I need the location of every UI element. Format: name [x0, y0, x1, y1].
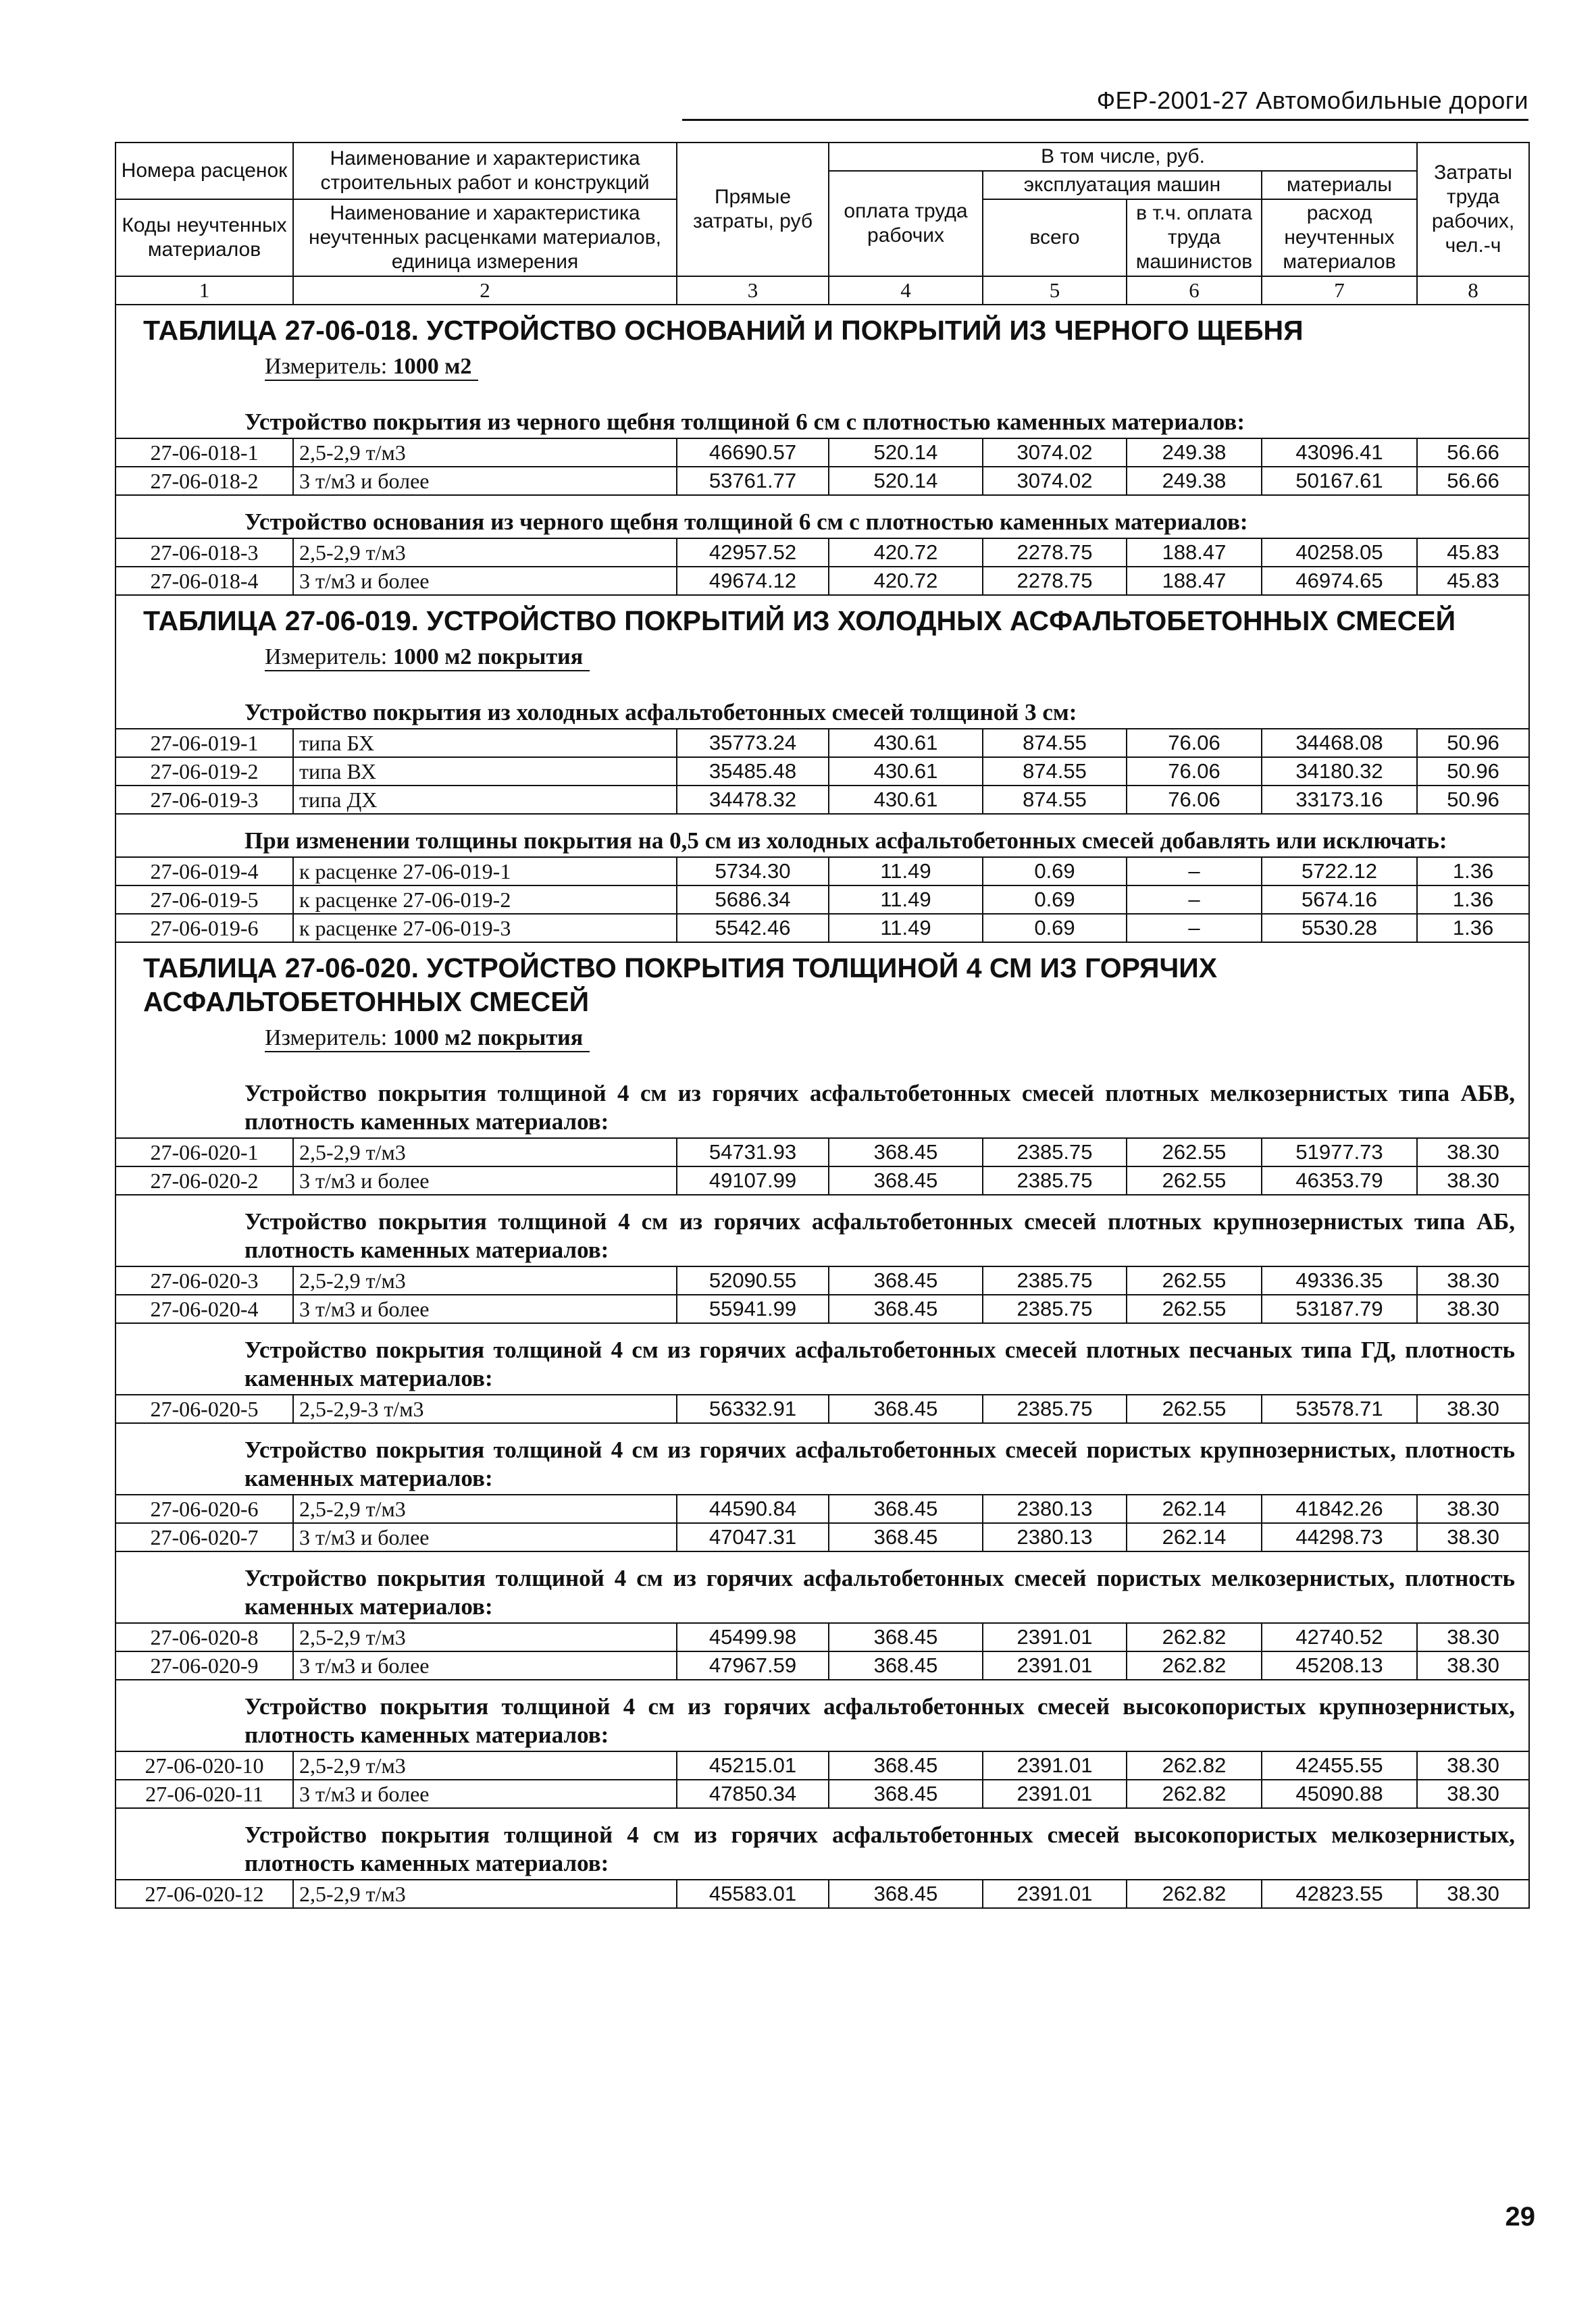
labor-wages-cell: 430.61	[829, 786, 983, 814]
machinist-wages-cell: 249.38	[1127, 438, 1262, 467]
machines-total-cell: 2391.01	[983, 1780, 1127, 1808]
table-row	[115, 467, 1529, 495]
rate-name-cell: 3 т/м3 и более	[293, 1295, 677, 1323]
group-heading-row	[115, 814, 1529, 857]
measure-label: Измеритель:	[265, 354, 388, 379]
rate-name-cell: 2,5-2,9 т/м3	[293, 1623, 677, 1651]
materials-cell: 50167.61	[1262, 467, 1417, 495]
labor-hours-cell: 38.30	[1417, 1395, 1529, 1423]
group-heading: Устройство покрытия толщиной 4 см из горячих асфальтобетонных смесей плотных крупнозернистых типа АБ, плотность каменных материалов:	[115, 1195, 1529, 1266]
direct-costs-cell: 5542.46	[677, 914, 829, 942]
table-row	[115, 1166, 1529, 1195]
machinist-wages-cell: 262.82	[1127, 1751, 1262, 1780]
machinist-wages-cell: 262.82	[1127, 1880, 1262, 1908]
rate-code-cell: 27-06-020-2	[115, 1166, 293, 1195]
column-number: 6	[1127, 276, 1262, 305]
measure-row	[115, 1021, 1529, 1067]
rate-name-cell: 3 т/м3 и более	[293, 1166, 677, 1195]
rate-name-cell: 2,5-2,9 т/м3	[293, 1495, 677, 1523]
materials-cell: 42823.55	[1262, 1880, 1417, 1908]
machines-total-cell: 2385.75	[983, 1266, 1127, 1295]
rate-code-cell: 27-06-018-1	[115, 438, 293, 467]
materials-cell: 34180.32	[1262, 757, 1417, 786]
materials-cell: 51977.73	[1262, 1138, 1417, 1166]
rate-name-cell: к расценке 27-06-019-2	[293, 885, 677, 914]
machinist-wages-cell: –	[1127, 857, 1262, 885]
machines-total-cell: 874.55	[983, 729, 1127, 757]
group-heading: Устройство покрытия толщиной 4 см из горячих асфальтобетонных смесей пористых крупнозернистых, плотность каменных материалов:	[115, 1423, 1529, 1495]
rate-name-cell: 2,5-2,9 т/м3	[293, 538, 677, 567]
machinist-wages-cell: 249.38	[1127, 467, 1262, 495]
measure-unit: 1000 м2 покрытия	[392, 1025, 584, 1050]
table-body	[115, 305, 1529, 1908]
machines-total-cell: 2380.13	[983, 1523, 1127, 1551]
rate-code-cell: 27-06-020-9	[115, 1651, 293, 1680]
group-heading: Устройство покрытия толщиной 4 см из горячих асфальтобетонных смесей высокопористых крупнозернистых, плотность каменных материалов:	[115, 1680, 1529, 1751]
column-number-row	[115, 276, 1529, 305]
header-machinist-wages: в т.ч. оплата труда машинистов	[1127, 199, 1262, 276]
measure-label: Измеритель:	[265, 1025, 388, 1050]
labor-wages-cell: 368.45	[829, 1651, 983, 1680]
group-heading: Устройство покрытия из черного щебня толщиной 6 см с плотностью каменных материалов:	[115, 396, 1529, 438]
labor-hours-cell: 38.30	[1417, 1623, 1529, 1651]
direct-costs-cell: 47047.31	[677, 1523, 829, 1551]
direct-costs-cell: 47967.59	[677, 1651, 829, 1680]
direct-costs-cell: 35773.24	[677, 729, 829, 757]
column-number: 7	[1262, 276, 1417, 305]
labor-hours-cell: 1.36	[1417, 914, 1529, 942]
direct-costs-cell: 52090.55	[677, 1266, 829, 1295]
rate-code-cell: 27-06-020-10	[115, 1751, 293, 1780]
measure-line	[265, 354, 478, 381]
group-heading-row	[115, 495, 1529, 538]
header-rule	[682, 119, 1528, 121]
labor-wages-cell: 368.45	[829, 1495, 983, 1523]
labor-hours-cell: 45.83	[1417, 538, 1529, 567]
rate-code-cell: 27-06-019-3	[115, 786, 293, 814]
labor-wages-cell: 368.45	[829, 1780, 983, 1808]
materials-cell: 41842.26	[1262, 1495, 1417, 1523]
materials-cell: 5722.12	[1262, 857, 1417, 885]
machines-total-cell: 874.55	[983, 786, 1127, 814]
labor-wages-cell: 520.14	[829, 438, 983, 467]
table-row	[115, 757, 1529, 786]
materials-cell: 42740.52	[1262, 1623, 1417, 1651]
rate-name-cell: 2,5-2,9 т/м3	[293, 1138, 677, 1166]
group-heading: Устройство покрытия толщиной 4 см из горячих асфальтобетонных смесей плотных мелкозернистых типа АБВ, плотность каменных материалов:	[115, 1067, 1529, 1138]
section-title-row	[115, 305, 1529, 350]
table-row	[115, 1751, 1529, 1780]
materials-cell: 49336.35	[1262, 1266, 1417, 1295]
labor-wages-cell: 520.14	[829, 467, 983, 495]
machines-total-cell: 2385.75	[983, 1138, 1127, 1166]
rate-code-cell: 27-06-020-11	[115, 1780, 293, 1808]
group-heading: Устройство покрытия из холодных асфальтобетонных смесей толщиной 3 см:	[115, 686, 1529, 729]
measure-row	[115, 350, 1529, 396]
materials-cell: 46974.65	[1262, 567, 1417, 595]
labor-hours-cell: 50.96	[1417, 729, 1529, 757]
machinist-wages-cell: 262.55	[1127, 1138, 1262, 1166]
table-row	[115, 885, 1529, 914]
machinist-wages-cell: 262.82	[1127, 1780, 1262, 1808]
group-heading-row	[115, 1423, 1529, 1495]
table-row	[115, 1138, 1529, 1166]
machines-total-cell: 3074.02	[983, 467, 1127, 495]
materials-cell: 46353.79	[1262, 1166, 1417, 1195]
rate-name-cell: 3 т/м3 и более	[293, 467, 677, 495]
header-unaccounted-materials: расход неучтенных материалов	[1262, 199, 1417, 276]
labor-wages-cell: 368.45	[829, 1395, 983, 1423]
direct-costs-cell: 54731.93	[677, 1138, 829, 1166]
measure-line	[265, 644, 590, 671]
machinist-wages-cell: 262.55	[1127, 1395, 1262, 1423]
table-row	[115, 1523, 1529, 1551]
materials-cell: 5674.16	[1262, 885, 1417, 914]
rate-code-cell: 27-06-020-12	[115, 1880, 293, 1908]
labor-hours-cell: 50.96	[1417, 757, 1529, 786]
materials-cell: 45208.13	[1262, 1651, 1417, 1680]
machinist-wages-cell: 262.82	[1127, 1651, 1262, 1680]
table-row	[115, 729, 1529, 757]
rate-name-cell: типа БХ	[293, 729, 677, 757]
machines-total-cell: 2278.75	[983, 567, 1127, 595]
table-row	[115, 438, 1529, 467]
table-row	[115, 857, 1529, 885]
rate-code-cell: 27-06-019-1	[115, 729, 293, 757]
measure-label: Измеритель:	[265, 644, 388, 669]
labor-hours-cell: 38.30	[1417, 1751, 1529, 1780]
direct-costs-cell: 53761.77	[677, 467, 829, 495]
direct-costs-cell: 34478.32	[677, 786, 829, 814]
machinist-wages-cell: 188.47	[1127, 538, 1262, 567]
column-number: 8	[1417, 276, 1529, 305]
labor-wages-cell: 430.61	[829, 729, 983, 757]
rate-name-cell: 3 т/м3 и более	[293, 1523, 677, 1551]
direct-costs-cell: 35485.48	[677, 757, 829, 786]
header-material-codes: Коды неучтенных материалов	[115, 199, 293, 276]
machines-total-cell: 2391.01	[983, 1880, 1127, 1908]
direct-costs-cell: 45215.01	[677, 1751, 829, 1780]
labor-hours-cell: 56.66	[1417, 467, 1529, 495]
machines-total-cell: 2385.75	[983, 1395, 1127, 1423]
machines-total-cell: 3074.02	[983, 438, 1127, 467]
rate-name-cell: к расценке 27-06-019-3	[293, 914, 677, 942]
rate-name-cell: 2,5-2,9-3 т/м3	[293, 1395, 677, 1423]
header-including-group: В том числе, руб.	[829, 143, 1417, 171]
group-heading: Устройство покрытия толщиной 4 см из горячих асфальтобетонных смесей высокопористых мелкозернистых, плотность каменных материалов:	[115, 1808, 1529, 1880]
labor-wages-cell: 368.45	[829, 1751, 983, 1780]
header-rate-numbers: Номера расценок	[115, 143, 293, 199]
rate-name-cell: 3 т/м3 и более	[293, 1780, 677, 1808]
labor-hours-cell: 1.36	[1417, 857, 1529, 885]
labor-hours-cell: 38.30	[1417, 1495, 1529, 1523]
table-row	[115, 914, 1529, 942]
direct-costs-cell: 46690.57	[677, 438, 829, 467]
materials-cell: 5530.28	[1262, 914, 1417, 942]
header-labor-costs: Затраты труда рабочих, чел.-ч	[1417, 143, 1529, 276]
direct-costs-cell: 56332.91	[677, 1395, 829, 1423]
labor-hours-cell: 50.96	[1417, 786, 1529, 814]
rate-name-cell: 3 т/м3 и более	[293, 567, 677, 595]
machines-total-cell: 2380.13	[983, 1495, 1127, 1523]
materials-cell: 44298.73	[1262, 1523, 1417, 1551]
machinist-wages-cell: 76.06	[1127, 757, 1262, 786]
section-title-row	[115, 942, 1529, 1021]
rate-code-cell: 27-06-019-2	[115, 757, 293, 786]
running-header: ФЕР-2001-27 Автомобильные дороги	[1096, 86, 1528, 114]
machinist-wages-cell: 262.14	[1127, 1523, 1262, 1551]
labor-wages-cell: 420.72	[829, 538, 983, 567]
direct-costs-cell: 42957.52	[677, 538, 829, 567]
column-number: 3	[677, 276, 829, 305]
labor-hours-cell: 38.30	[1417, 1138, 1529, 1166]
direct-costs-cell: 55941.99	[677, 1295, 829, 1323]
labor-hours-cell: 56.66	[1417, 438, 1529, 467]
column-number: 1	[115, 276, 293, 305]
rates-table	[115, 142, 1530, 1909]
rate-name-cell: к расценке 27-06-019-1	[293, 857, 677, 885]
rate-name-cell: 2,5-2,9 т/м3	[293, 438, 677, 467]
labor-wages-cell: 368.45	[829, 1295, 983, 1323]
page-number: 29	[1505, 2202, 1535, 2232]
machinist-wages-cell: 262.55	[1127, 1295, 1262, 1323]
group-heading-row	[115, 686, 1529, 729]
table-row	[115, 1880, 1529, 1908]
section-title: ТАБЛИЦА 27-06-020. УСТРОЙСТВО ПОКРЫТИЯ ТОЛЩИНОЙ 4 СМ ИЗ ГОРЯЧИХ АСФАЛЬТОБЕТОННЫХ СМЕСЕЙ	[115, 942, 1529, 1021]
column-number: 5	[983, 276, 1127, 305]
labor-hours-cell: 38.30	[1417, 1166, 1529, 1195]
materials-cell: 53187.79	[1262, 1295, 1417, 1323]
group-heading: Устройство покрытия толщиной 4 см из горячих асфальтобетонных смесей пористых мелкозернистых, плотность каменных материалов:	[115, 1551, 1529, 1623]
group-heading-row	[115, 1195, 1529, 1266]
labor-wages-cell: 368.45	[829, 1523, 983, 1551]
machines-total-cell: 0.69	[983, 914, 1127, 942]
machines-total-cell: 2391.01	[983, 1651, 1127, 1680]
rate-code-cell: 27-06-019-4	[115, 857, 293, 885]
labor-wages-cell: 368.45	[829, 1880, 983, 1908]
table-row	[115, 786, 1529, 814]
labor-wages-cell: 368.45	[829, 1138, 983, 1166]
rate-name-cell: 2,5-2,9 т/м3	[293, 1880, 677, 1908]
labor-hours-cell: 38.30	[1417, 1266, 1529, 1295]
direct-costs-cell: 5734.30	[677, 857, 829, 885]
rate-code-cell: 27-06-020-6	[115, 1495, 293, 1523]
machinist-wages-cell: 262.82	[1127, 1623, 1262, 1651]
direct-costs-cell: 49107.99	[677, 1166, 829, 1195]
rate-code-cell: 27-06-020-1	[115, 1138, 293, 1166]
machines-total-cell: 0.69	[983, 857, 1127, 885]
rate-code-cell: 27-06-020-5	[115, 1395, 293, 1423]
group-heading-row	[115, 1551, 1529, 1623]
group-heading-row	[115, 1808, 1529, 1880]
labor-wages-cell: 368.45	[829, 1166, 983, 1195]
table-row	[115, 1651, 1529, 1680]
machines-total-cell: 0.69	[983, 885, 1127, 914]
rate-code-cell: 27-06-020-8	[115, 1623, 293, 1651]
group-heading: При изменении толщины покрытия на 0,5 см из холодных асфальтобетонных смесей добавлять или исключать:	[115, 814, 1529, 857]
rate-name-cell: типа ВХ	[293, 757, 677, 786]
rate-code-cell: 27-06-018-4	[115, 567, 293, 595]
rate-code-cell: 27-06-018-3	[115, 538, 293, 567]
machines-total-cell: 874.55	[983, 757, 1127, 786]
header-machine-operation: эксплуатация машин	[983, 171, 1262, 199]
header-machines-total: всего	[983, 199, 1127, 276]
labor-hours-cell: 38.30	[1417, 1651, 1529, 1680]
machinist-wages-cell: 76.06	[1127, 786, 1262, 814]
labor-hours-cell: 38.30	[1417, 1523, 1529, 1551]
machines-total-cell: 2385.75	[983, 1166, 1127, 1195]
group-heading-row	[115, 1067, 1529, 1138]
labor-hours-cell: 1.36	[1417, 885, 1529, 914]
rate-code-cell: 27-06-019-5	[115, 885, 293, 914]
machinist-wages-cell: 262.55	[1127, 1266, 1262, 1295]
measure-unit: 1000 м2 покрытия	[392, 644, 584, 669]
header-material-name: Наименование и характеристика неучтенных расценками материалов, единица измерения	[293, 199, 677, 276]
machines-total-cell: 2391.01	[983, 1623, 1127, 1651]
group-heading: Устройство покрытия толщиной 4 см из горячих асфальтобетонных смесей плотных песчаных типа ГД, плотность каменных материалов:	[115, 1323, 1529, 1395]
group-heading-row	[115, 1680, 1529, 1751]
table-row	[115, 1395, 1529, 1423]
rate-name-cell: 2,5-2,9 т/м3	[293, 1751, 677, 1780]
materials-cell: 34468.08	[1262, 729, 1417, 757]
group-heading-row	[115, 1323, 1529, 1395]
machinist-wages-cell: 262.55	[1127, 1166, 1262, 1195]
measure-row	[115, 640, 1529, 686]
column-number: 2	[293, 276, 677, 305]
measure-unit: 1000 м2	[392, 354, 472, 379]
machinist-wages-cell: 188.47	[1127, 567, 1262, 595]
labor-wages-cell: 420.72	[829, 567, 983, 595]
rate-code-cell: 27-06-019-6	[115, 914, 293, 942]
section-title: ТАБЛИЦА 27-06-018. УСТРОЙСТВО ОСНОВАНИЙ И ПОКРЫТИЙ ИЗ ЧЕРНОГО ЩЕБНЯ	[115, 305, 1529, 350]
labor-wages-cell: 368.45	[829, 1623, 983, 1651]
labor-wages-cell: 11.49	[829, 914, 983, 942]
header-labor-wages: оплата труда рабочих	[829, 171, 983, 276]
rate-code-cell: 27-06-020-7	[115, 1523, 293, 1551]
table-row	[115, 567, 1529, 595]
rate-code-cell: 27-06-018-2	[115, 467, 293, 495]
rate-name-cell: 2,5-2,9 т/м3	[293, 1266, 677, 1295]
measure-line	[265, 1025, 590, 1052]
machinist-wages-cell: –	[1127, 885, 1262, 914]
header-materials: материалы	[1262, 171, 1417, 199]
section-title-row	[115, 595, 1529, 640]
table-row	[115, 538, 1529, 567]
section-title: ТАБЛИЦА 27-06-019. УСТРОЙСТВО ПОКРЫТИЙ ИЗ ХОЛОДНЫХ АСФАЛЬТОБЕТОННЫХ СМЕСЕЙ	[115, 595, 1529, 640]
machinist-wages-cell: 76.06	[1127, 729, 1262, 757]
group-heading-row	[115, 396, 1529, 438]
materials-cell: 33173.16	[1262, 786, 1417, 814]
labor-hours-cell: 38.30	[1417, 1880, 1529, 1908]
labor-wages-cell: 11.49	[829, 885, 983, 914]
rate-code-cell: 27-06-020-3	[115, 1266, 293, 1295]
rate-code-cell: 27-06-020-4	[115, 1295, 293, 1323]
direct-costs-cell: 44590.84	[677, 1495, 829, 1523]
direct-costs-cell: 49674.12	[677, 567, 829, 595]
table-row	[115, 1495, 1529, 1523]
direct-costs-cell: 45499.98	[677, 1623, 829, 1651]
machines-total-cell: 2278.75	[983, 538, 1127, 567]
table-row	[115, 1780, 1529, 1808]
labor-hours-cell: 45.83	[1417, 567, 1529, 595]
labor-wages-cell: 11.49	[829, 857, 983, 885]
materials-cell: 42455.55	[1262, 1751, 1417, 1780]
rate-name-cell: 3 т/м3 и более	[293, 1651, 677, 1680]
rate-name-cell: типа ДХ	[293, 786, 677, 814]
machines-total-cell: 2385.75	[983, 1295, 1127, 1323]
header-direct-costs: Прямые затраты, руб	[677, 143, 829, 276]
header-work-name: Наименование и характеристика строительных работ и конструкций	[293, 143, 677, 199]
direct-costs-cell: 45583.01	[677, 1880, 829, 1908]
materials-cell: 53578.71	[1262, 1395, 1417, 1423]
table-row	[115, 1295, 1529, 1323]
machinist-wages-cell: –	[1127, 914, 1262, 942]
labor-hours-cell: 38.30	[1417, 1295, 1529, 1323]
group-heading: Устройство основания из черного щебня толщиной 6 см с плотностью каменных материалов:	[115, 495, 1529, 538]
labor-wages-cell: 430.61	[829, 757, 983, 786]
machinist-wages-cell: 262.14	[1127, 1495, 1262, 1523]
direct-costs-cell: 47850.34	[677, 1780, 829, 1808]
table-row	[115, 1623, 1529, 1651]
materials-cell: 43096.41	[1262, 438, 1417, 467]
labor-hours-cell: 38.30	[1417, 1780, 1529, 1808]
machines-total-cell: 2391.01	[983, 1751, 1127, 1780]
column-number: 4	[829, 276, 983, 305]
table-header	[115, 143, 1529, 305]
materials-cell: 40258.05	[1262, 538, 1417, 567]
direct-costs-cell: 5686.34	[677, 885, 829, 914]
table-row	[115, 1266, 1529, 1295]
materials-cell: 45090.88	[1262, 1780, 1417, 1808]
labor-wages-cell: 368.45	[829, 1266, 983, 1295]
